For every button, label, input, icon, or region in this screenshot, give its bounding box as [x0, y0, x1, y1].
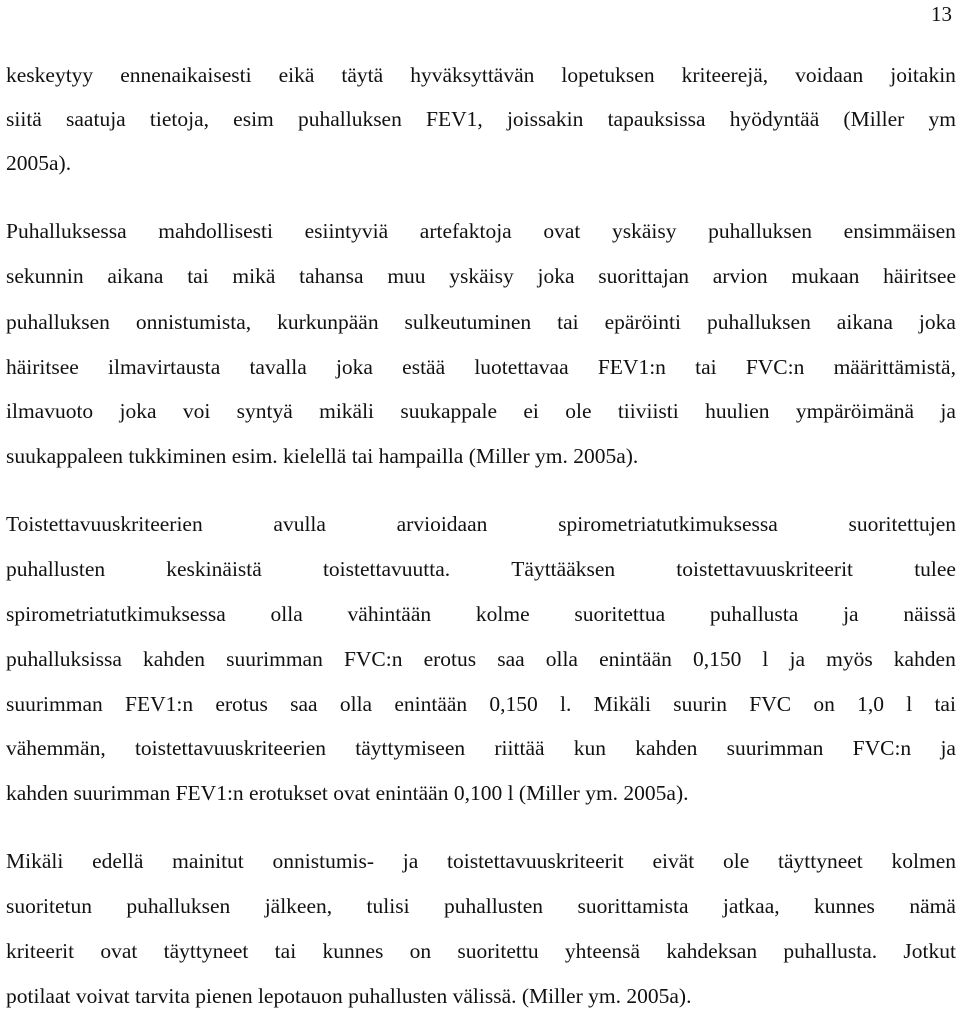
- word: tapauksissa: [607, 107, 706, 131]
- word: estää: [402, 355, 446, 379]
- word: määrittämistä,: [833, 355, 956, 379]
- word: ovat: [100, 939, 138, 963]
- word: täyttyneet: [778, 849, 863, 873]
- word: tai: [695, 355, 717, 379]
- word: suoritettu: [457, 939, 539, 963]
- word: mukaan: [791, 264, 860, 288]
- word: puhalluksen: [126, 894, 231, 918]
- word: suoritettujen: [848, 512, 956, 536]
- word: ja: [940, 736, 956, 760]
- word: epäröinti: [604, 310, 681, 334]
- text-line: [6, 309, 956, 335]
- word: täyttyneet: [163, 939, 249, 963]
- word: enintään: [599, 647, 672, 671]
- word: l: [762, 647, 769, 671]
- word: vähemmän,: [6, 736, 106, 760]
- word: avulla: [273, 512, 326, 536]
- word: FEV1,: [426, 107, 483, 131]
- text-line: [6, 263, 956, 289]
- word: Puhalluksessa: [6, 219, 127, 243]
- word: myös: [826, 647, 873, 671]
- word: nämä: [909, 894, 956, 918]
- word: erotus: [423, 647, 477, 671]
- word: huulien: [705, 399, 770, 423]
- word: suoritettua: [574, 602, 666, 626]
- word: sekunnin: [6, 264, 84, 288]
- word: 1,0: [857, 692, 884, 716]
- word: kunnes: [322, 939, 384, 963]
- word: sulkeutuminen: [404, 310, 532, 334]
- word: joka: [918, 310, 956, 334]
- word: yhteensä: [564, 939, 641, 963]
- word: puhallusten: [443, 894, 544, 918]
- word: joka: [537, 264, 575, 288]
- text-line: [6, 691, 956, 717]
- word: Toistettavuuskriteerien: [6, 512, 203, 536]
- text-line: [6, 556, 956, 582]
- word: ilmavuoto: [6, 399, 94, 423]
- word: l: [906, 692, 913, 716]
- word: spirometriatutkimuksessa: [558, 512, 778, 536]
- word: saatuja: [66, 107, 126, 131]
- word: vähintään: [347, 602, 432, 626]
- word: 0,150: [489, 692, 538, 716]
- word: onnistumista,: [135, 310, 252, 334]
- word: artefaktoja: [419, 219, 512, 243]
- word: kahdeksan: [666, 939, 758, 963]
- word: toistettavuutta.: [322, 557, 451, 581]
- word: ja: [940, 399, 956, 423]
- text-line: [6, 62, 956, 88]
- text-line: [6, 646, 956, 672]
- word: kahden: [635, 736, 698, 760]
- text-line: [6, 938, 956, 964]
- word: kriteerit: [6, 939, 75, 963]
- word: hyväksyttävän: [410, 63, 535, 87]
- word: suurimman: [6, 692, 103, 716]
- word: puhalluksen: [297, 107, 402, 131]
- word: luotettavaa: [474, 355, 569, 379]
- word: (Miller: [843, 107, 905, 131]
- word: tietoja,: [149, 107, 209, 131]
- word: yskäisy: [612, 219, 677, 243]
- word: mahdollisesti: [158, 219, 273, 243]
- word: saa: [497, 647, 525, 671]
- word: l.: [560, 692, 572, 716]
- word: olla: [339, 692, 373, 716]
- word: jälkeen,: [264, 894, 333, 918]
- word: ensimmäisen: [843, 219, 956, 243]
- word: joka: [119, 399, 157, 423]
- word: onnistumis-: [272, 849, 375, 873]
- word: puhalluksen: [706, 310, 811, 334]
- text-line: 2005a).: [6, 151, 72, 175]
- word: keskinäistä: [166, 557, 262, 581]
- word: voidaan: [795, 63, 864, 87]
- word: kahden: [142, 647, 206, 671]
- word: suukappale: [400, 399, 498, 423]
- word: syntyä: [236, 399, 293, 423]
- word: näissä: [903, 602, 956, 626]
- word: arvion: [712, 264, 768, 288]
- word: puhalluksissa: [6, 647, 122, 671]
- word: esiintyviä: [304, 219, 389, 243]
- word: ympäröimänä: [795, 399, 915, 423]
- word: häiritsee: [883, 264, 956, 288]
- word: arvioidaan: [396, 512, 488, 536]
- word: saa: [290, 692, 318, 716]
- text-line: [6, 848, 956, 874]
- word: joissakin: [506, 107, 584, 131]
- word: lopetuksen: [561, 63, 655, 87]
- word: kahden: [893, 647, 956, 671]
- word: on: [409, 939, 432, 963]
- word: joka: [335, 355, 373, 379]
- word: puhallusta.: [783, 939, 878, 963]
- word: tulee: [914, 557, 956, 581]
- word: tahansa: [299, 264, 364, 288]
- word: mikäli: [319, 399, 375, 423]
- word: muu: [387, 264, 426, 288]
- word: puhallusten: [6, 557, 106, 581]
- word: Jotkut: [903, 939, 956, 963]
- word: kurkunpään: [277, 310, 379, 334]
- word: suorittamista: [577, 894, 689, 918]
- word: häiritsee: [6, 355, 79, 379]
- word: tai: [934, 692, 956, 716]
- word: tai: [557, 310, 579, 334]
- word: suorittajan: [598, 264, 689, 288]
- word: FEV1:n: [597, 355, 666, 379]
- word: suoritetun: [6, 894, 92, 918]
- text-line: suukappaleen tukkiminen esim. kielellä tai hampailla (Miller ym. 2005a).: [6, 444, 639, 468]
- text-line: [6, 218, 956, 244]
- word: ei: [523, 399, 539, 423]
- text-line: [6, 893, 956, 919]
- word: esim: [233, 107, 274, 131]
- word: 0,150: [692, 647, 742, 671]
- word: aikana: [836, 310, 893, 334]
- word: ennenaikaisesti: [120, 63, 252, 87]
- word: ole: [723, 849, 750, 873]
- word: aikana: [107, 264, 164, 288]
- word: mainitut: [172, 849, 244, 873]
- word: ja: [789, 647, 806, 671]
- word: kun: [573, 736, 607, 760]
- word: yskäisy: [449, 264, 514, 288]
- word: tavalla: [249, 355, 307, 379]
- word: kunnes: [814, 894, 875, 918]
- word: eikä: [278, 63, 315, 87]
- word: FVC:n: [343, 647, 403, 671]
- word: tiiviisti: [617, 399, 679, 423]
- text-line: potilaat voivat tarvita pienen lepotauon puhallusten välissä. (Miller ym. 2005a).: [6, 984, 692, 1008]
- word: ym: [928, 107, 956, 131]
- word: suurimman: [726, 736, 824, 760]
- word: keskeytyy: [6, 63, 94, 87]
- word: mikä: [232, 264, 276, 288]
- word: suurin: [673, 692, 727, 716]
- word: kriteerejä,: [681, 63, 769, 87]
- word: olla: [270, 602, 303, 626]
- word: erotus: [215, 692, 268, 716]
- word: tai: [187, 264, 209, 288]
- word: ja: [843, 602, 859, 626]
- word: FVC:n: [852, 736, 912, 760]
- word: riittää: [494, 736, 545, 760]
- word: puhallusta: [709, 602, 799, 626]
- word: Täyttääksen: [511, 557, 616, 581]
- word: Mikäli: [6, 849, 64, 873]
- text-line: [6, 601, 956, 627]
- word: toistettavuuskriteerit: [447, 849, 624, 873]
- word: olla: [545, 647, 578, 671]
- word: FVC: [749, 692, 792, 716]
- word: puhalluksen: [6, 310, 110, 334]
- word: täyttymiseen: [355, 736, 466, 760]
- word: FEV1:n: [125, 692, 194, 716]
- word: hyödyntää: [729, 107, 820, 131]
- text-line: [6, 106, 956, 132]
- text-line: kahden suurimman FEV1:n erotukset ovat enintään 0,100 l (Miller ym. 2005a).: [6, 781, 689, 805]
- word: toistettavuuskriteerit: [676, 557, 854, 581]
- page-number: 13: [931, 2, 952, 26]
- word: Mikäli: [593, 692, 651, 716]
- word: joitakin: [890, 63, 956, 87]
- word: tulisi: [366, 894, 410, 918]
- word: jatkaa,: [722, 894, 780, 918]
- word: eivät: [652, 849, 695, 873]
- word: voi: [182, 399, 211, 423]
- text-line: [6, 354, 956, 380]
- word: ja: [402, 849, 419, 873]
- word: suurimman: [226, 647, 323, 671]
- word: kolme: [475, 602, 530, 626]
- word: enintään: [394, 692, 468, 716]
- word: edellä: [92, 849, 144, 873]
- text-line: [6, 735, 956, 761]
- word: siitä: [6, 107, 42, 131]
- text-line: [6, 511, 956, 537]
- text-line: [6, 398, 956, 424]
- word: ole: [565, 399, 592, 423]
- word: FVC:n: [745, 355, 805, 379]
- word: täytä: [341, 63, 384, 87]
- word: puhalluksen: [708, 219, 813, 243]
- word: ovat: [543, 219, 581, 243]
- word: on: [813, 692, 835, 716]
- word: tai: [274, 939, 297, 963]
- word: ilmavirtausta: [108, 355, 221, 379]
- word: kolmen: [891, 849, 956, 873]
- word: toistettavuuskriteerien: [134, 736, 327, 760]
- word: spirometriatutkimuksessa: [6, 602, 226, 626]
